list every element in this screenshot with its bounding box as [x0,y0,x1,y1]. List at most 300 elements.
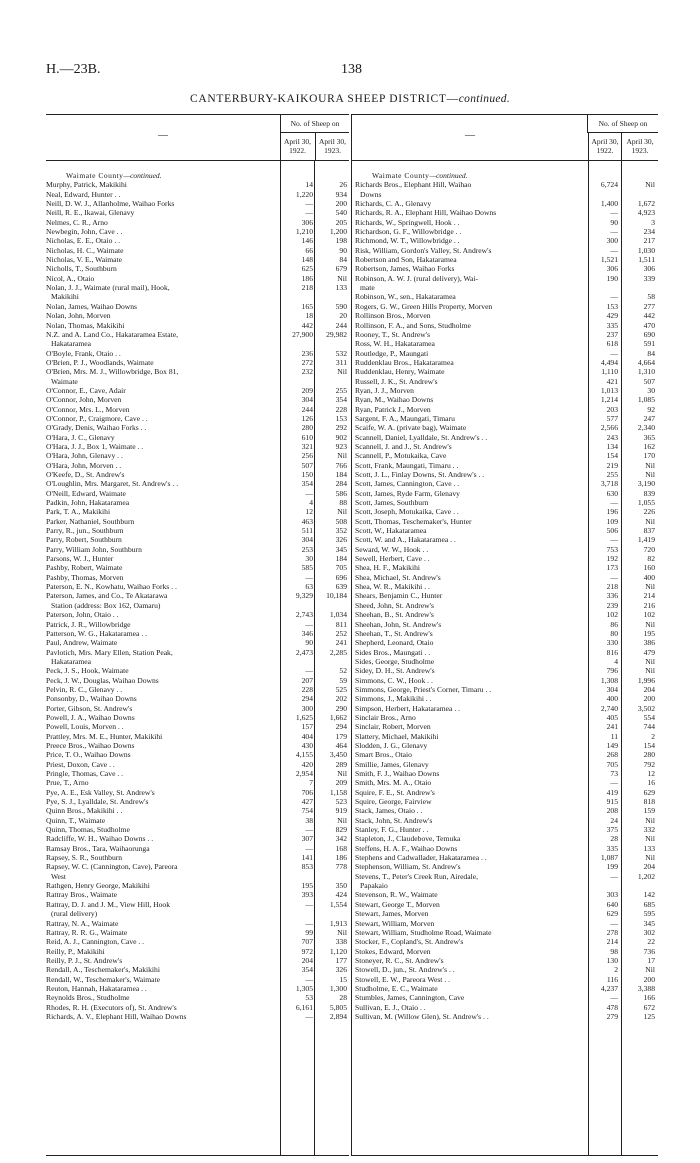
col-1922-header [588,133,621,160]
entry-name-text: Sides Bros., Maungati . . [355,647,431,657]
entry-name [352,433,587,442]
table-row [46,554,349,563]
sheep-1923: 92 [647,404,655,414]
sheep-1923: 1,300 [329,983,347,993]
table-row [352,947,658,956]
table-row [46,591,349,600]
entry-name [352,750,587,759]
table-row [46,1003,349,1012]
sheep-1922: 2,740 [600,703,618,713]
table-row [46,433,349,442]
sheep-1922: — [610,227,618,237]
col-1923-line1: April 30, [626,137,654,146]
table-row [352,890,658,899]
table-row [352,246,658,255]
table-row [46,788,349,797]
sheep-1923: 1,200 [329,227,347,237]
sheep-1923: 339 [643,273,655,283]
table-row [352,975,658,984]
sheep-1922: 335 [606,843,618,853]
sheep-1922: 853 [301,862,313,872]
entry-name [352,274,587,283]
table-row [46,358,349,367]
sheep-1923: 166 [643,993,655,1003]
sheep-1922: 90 [610,217,618,227]
entry-name [352,722,587,731]
entry-name [46,741,278,750]
sheep-1922: 126 [301,413,313,423]
sheep-1923: 154 [643,740,655,750]
entry-name-text: O'Connor, Mrs. L., Morven [46,404,130,414]
entry-name [352,554,587,563]
entry-name [46,236,278,245]
table-row [352,900,658,909]
sheep-1923: 639 [335,582,347,592]
sheep-1922: 63 [305,582,313,592]
table-row [352,666,658,675]
sheep-1922: 30 [305,554,313,564]
table-row [352,442,658,451]
sheep-1922: 148 [301,255,313,265]
sheep-1922: 1,308 [600,675,618,685]
sheep-1923: Nil [337,769,347,778]
sheep-1922: 330 [606,638,618,648]
sheep-1923: 88 [339,498,347,508]
sheep-1923: Nil [645,180,655,190]
table-row [46,367,349,376]
sheep-1922: 218 [301,283,313,293]
entry-name-text: Shepherd, Leonard, Otaio [355,638,434,648]
right-rows [352,180,658,1021]
sheep-1923: Nil [645,460,655,470]
sheep-1923: 1,055 [637,498,655,508]
entry-name-text: Parsons, W. J., Hunter [46,554,114,564]
table-row [352,386,658,395]
entry-name [46,302,278,311]
sheep-1923: 214 [643,591,655,601]
entry-name [352,591,587,600]
sheep-1923: 837 [643,526,655,536]
table-row [46,965,349,974]
sheep-1922: 335 [606,320,618,330]
entry-name [46,433,278,442]
sheep-1922: 7 [309,778,313,788]
sheep-1923: 365 [643,432,655,442]
sheep-1923: 217 [643,236,655,246]
table-row [46,862,349,871]
entry-name-text: Ponsonby, D., Waihao Downs [46,694,137,704]
entry-name-text: Stewart, William, Studholme Road, Waimate [355,927,492,937]
sheep-1923: 200 [643,694,655,704]
table-row [352,722,658,731]
entry-name-text: Simmons, C. W., Hook . . [355,675,433,685]
sheep-1922: 2,954 [295,769,313,778]
entry-name-text: Stevens, T., Peter's Creek Run, Airedale, [355,871,478,881]
table-row [352,965,658,974]
entry-name [352,900,587,909]
entry-name [46,648,278,657]
table-row [46,722,349,731]
sheep-1923: 400 [643,572,655,582]
entry-name [352,760,587,769]
sheep-1922: 625 [301,264,313,274]
entry-name [352,227,587,236]
sheep-1923: 523 [335,797,347,807]
table-row [352,311,658,320]
table-row [352,199,658,208]
sheep-1922: 28 [610,834,618,844]
entry-name-text: Sheehan, John, St. Andrew's [355,619,442,629]
sheep-1922: 14 [305,180,313,190]
sheep-1922: — [610,292,618,302]
table-row [46,274,349,283]
entry-name-text: Papakaio [360,881,388,891]
entry-name-text: Nicholas, H. C., Waimate [46,245,124,255]
sheep-1922: 478 [606,1002,618,1012]
entry-name-text: Scott, Thomas, Teschemaker's, Hunter [355,516,472,526]
col-1923-header [621,133,658,160]
entry-name-text: Porter, Gibson, St. Andrew's [46,703,133,713]
entry-name [352,993,587,1002]
entry-name-text: O'Hara, J. C., Glenavy [46,432,115,442]
sheep-1923: 84 [339,255,347,265]
sheep-1922: 915 [606,797,618,807]
sheep-1923: 168 [335,843,347,853]
entry-name [352,685,587,694]
entry-name-text: Scott, W., Hakataramea [355,526,427,536]
entry-name [352,292,587,301]
sheep-1923: 125 [643,1011,655,1021]
entry-name [46,825,278,834]
table-row [352,358,658,367]
sheep-1923: 919 [335,806,347,816]
entry-name [352,676,587,685]
entry-name [46,769,278,778]
sheep-1923: Nil [645,815,655,825]
entry-name-text: Murphy, Patrick, Makikihi [46,180,127,190]
entry-name [46,292,278,301]
sheep-1922: 1,214 [600,395,618,405]
sheep-1922: 706 [301,787,313,797]
table-row [46,993,349,1002]
entry-name [352,872,587,881]
sheep-1922: 429 [606,311,618,321]
table-row [46,563,349,572]
entry-name [46,386,278,395]
table-row [352,862,658,871]
table-row [352,704,658,713]
sheep-1923: 162 [643,441,655,451]
table-row [46,816,349,825]
sheep-1923: 2,285 [329,647,347,657]
table-row [352,657,658,666]
sheep-1922: 134 [606,441,618,451]
entry-name [46,760,278,769]
sheep-group-header: No. of Sheep on [280,115,349,133]
sheep-1923: Nil [645,666,655,676]
sheep-1922: 4,237 [600,983,618,993]
table-row [352,610,658,619]
sheep-1923: Nil [645,853,655,863]
entry-name-text: Rogers, G. W., Green Hills Property, Morven [355,301,493,311]
sheep-1923: 1,310 [637,367,655,377]
sheep-1922: — [305,825,313,835]
entry-name [46,1012,278,1021]
sheep-1923: Nil [645,965,655,975]
table-row [46,984,349,993]
entry-name [46,919,278,928]
entry-name-text: Nolan, John, Morven [46,311,111,321]
entry-name [46,470,278,479]
sheep-1922: 1,220 [295,189,313,199]
entry-name [46,246,278,255]
entry-name [46,881,278,890]
entry-name-text: Scott, James, Cannington, Cave . . [355,479,460,489]
table-row [46,255,349,264]
table-row [352,993,658,1002]
entry-name [46,610,278,619]
entry-name-text: Pashby, Robert, Waimate [46,563,123,573]
entry-name [46,395,278,404]
page-title [0,93,700,105]
sheep-1923: 672 [643,1002,655,1012]
sheep-1922: 272 [301,357,313,367]
sheep-1922: 98 [610,946,618,956]
sheep-1922: — [610,498,618,508]
sheep-1922: — [305,572,313,582]
sheep-1923: 464 [335,740,347,750]
sheep-1923: 252 [335,628,347,638]
entry-name [46,853,278,862]
entry-name [46,722,278,731]
entry-name-text: Richards Bros., Elephant Hill, Waihao [355,180,472,190]
entry-name [352,395,587,404]
entry-name-text: Sullivan, E. J., Otaio . . [355,1002,426,1012]
sheep-1922: 404 [301,731,313,741]
sheep-1922: 149 [606,740,618,750]
entry-name-text: Sinclair Bros., Arno [355,712,416,722]
entry-name [46,563,278,572]
table-row [352,713,658,722]
entry-name-text: Sewell, Herbert, Cave . . [355,554,430,564]
entry-name-text: Ross, W. H., Hakataramea [355,339,435,349]
entry-name-text: O'Hara, John, Glenavy . . [46,451,123,461]
entry-name [352,190,587,199]
entry-name [352,657,587,666]
sheep-1923: 705 [335,563,347,573]
right-table-body [352,171,658,1021]
entry-name-text: Scott, James, Ryde Farm, Glenavy [355,488,460,498]
sheep-1923: 28 [339,993,347,1003]
entry-name-text: O'Brien, P. J., Woodlands, Waimate [46,357,154,367]
sheep-1923: 102 [643,610,655,620]
entry-name [352,358,587,367]
entry-name [352,984,587,993]
table-row [46,461,349,470]
entry-name-text: Neal, Edward, Hunter . . [46,189,121,199]
title-main: CANTERBURY-KAIKOURA SHEEP DISTRICT— [189,93,459,105]
entry-name [46,405,278,414]
sheep-1923: 354 [335,395,347,405]
table-row [352,872,658,881]
sheep-1923: 2,894 [329,1011,347,1021]
entry-name-text: O'Loughlin, Mrs. Margaret, St. Andrew's . . [46,479,179,489]
entry-name-text: Smart Bros., Otaio [355,750,412,760]
entry-name-text: Quinn Bros., Makikihi . . [46,806,123,816]
sheep-1923: Nil [337,367,347,377]
sheep-1923: 179 [335,731,347,741]
table-row [46,208,349,217]
sheep-1922: 393 [301,890,313,900]
entry-name [46,666,278,675]
sheep-1922: 303 [606,890,618,900]
entry-name-text: Rapsey, W. C. (Cannington, Cave), Pareora [46,862,178,872]
sheep-1923: 234 [643,227,655,237]
sheep-1922: 27,900 [292,329,313,339]
table-row [46,236,349,245]
entry-name [352,601,587,610]
left-rows [46,180,349,1021]
table-row [352,685,658,694]
entry-name-text: Priest, Doxon, Cave . . [46,759,115,769]
sheep-1923: 17 [647,955,655,965]
sheep-1922: — [610,778,618,788]
entry-name [46,517,278,526]
table-row [352,778,658,787]
entry-name [352,218,587,227]
entry-name-text: O'Connor, John, Morven [46,395,122,405]
entry-name-text: Stapleton, J., Claudebove, Temuka [355,834,461,844]
sheep-1922: 239 [606,600,618,610]
entry-name-text: Pye, S. J., Lyalldale, St. Andrew's [46,797,149,807]
table-row [46,573,349,582]
sheep-1922: 707 [301,937,313,947]
entry-name [46,535,278,544]
entry-name-text: Risk, William, Gordon's Valley, St. Andrew's [355,245,492,255]
sheep-1922: 1,521 [600,255,618,265]
entry-name [352,928,587,937]
table-row [46,190,349,199]
entry-name [352,208,587,217]
sheep-1923: 204 [643,862,655,872]
table-row [352,498,658,507]
entry-name [46,862,278,871]
entry-name-text: Scott, W. and A., Hakataramea . . [355,535,456,545]
entry-name-text: Stokes, Edward, Morven [355,946,431,956]
entry-name-text: Richmond, W. T., Willowbridge . . [355,236,460,246]
sheep-1922: 209 [301,385,313,395]
table-row [352,760,658,769]
entry-name [352,283,587,292]
entry-name-text: Scott, J. L., Finlay Downs, St. Andrew's . . [355,470,485,479]
table-row [352,816,658,825]
table-row [352,526,658,535]
sheep-1923: 59 [339,675,347,685]
table-row [352,264,658,273]
sheep-1922: — [610,348,618,358]
table-row [46,657,349,666]
sheep-1922: 146 [301,236,313,246]
sheep-1923: 424 [335,890,347,900]
entry-name [46,218,278,227]
entry-name [352,563,587,572]
sheep-1922: 506 [606,526,618,536]
table-row [46,937,349,946]
sheep-1923: Nil [645,656,655,666]
sheep-1922: 165 [301,301,313,311]
table-row [46,302,349,311]
table-row [46,218,349,227]
table-row [352,470,658,479]
table-row [352,844,658,853]
entry-name [352,461,587,470]
sheep-1922: 232 [301,367,313,377]
page-reference: H.—23B. [46,62,101,77]
table-row [352,825,658,834]
entry-name [46,264,278,273]
sheep-1923: 12 [647,769,655,778]
sheep-1922: 304 [301,535,313,545]
col-1923-header [315,133,349,160]
sheep-1922: 306 [606,264,618,274]
table-row [46,582,349,591]
sheep-1923: 3 [651,217,655,227]
entry-name-text: Pashby, Thomas, Morven [46,572,124,582]
entry-name [46,554,278,563]
entry-name-text: Shea, H. F., Makikihi [355,563,420,573]
entry-name-text: Seward, W. W., Hook . . [355,544,429,554]
entry-name-text: Makikihi [51,292,79,302]
entry-name [46,339,278,348]
table-row [46,246,349,255]
table-row [352,638,658,647]
sheep-1922: 2,473 [295,647,313,657]
sheep-1922: 53 [305,993,313,1003]
sheep-1922: 4,155 [295,750,313,760]
entry-name [352,1003,587,1012]
entry-name-text: Richards, C. A., Glenavy [355,199,432,209]
entry-name-text: Stewart, James, Morven [355,909,429,919]
entry-name [352,965,587,974]
col-1923-line2: 1923. [631,146,649,155]
sheep-1922: 207 [301,675,313,685]
sheep-1922: 1,013 [600,385,618,395]
sheep-1922: 442 [301,320,313,330]
sheep-1923: 934 [335,189,347,199]
table-row [46,349,349,358]
sheep-1922: 405 [606,712,618,722]
entry-name-text: mate [360,283,375,293]
sheep-1922: 336 [606,591,618,601]
county-name: Waimate County [372,171,430,180]
county-continued: —continued. [123,171,162,180]
entry-name [46,507,278,516]
sheep-1922: 86 [610,619,618,629]
sheep-group-header: No. of Sheep on [587,115,658,133]
sheep-1922: 109 [606,516,618,526]
table-row [352,937,658,946]
table-row [46,526,349,535]
entry-name [352,479,587,488]
sheep-1922: 18 [305,311,313,321]
sheep-1923: Nil [645,834,655,844]
sheep-1922: 420 [301,759,313,769]
entry-name-text: Rhodes, R. H. (Executors of), St. Andrew's [46,1002,177,1012]
entry-name-text: Robinson, W., sen., Hakataramea [355,292,456,302]
entry-name-text: Nicholas, V. E., Waimate [46,255,122,265]
sheep-1923: 200 [643,974,655,984]
sheep-1922: 173 [606,563,618,573]
